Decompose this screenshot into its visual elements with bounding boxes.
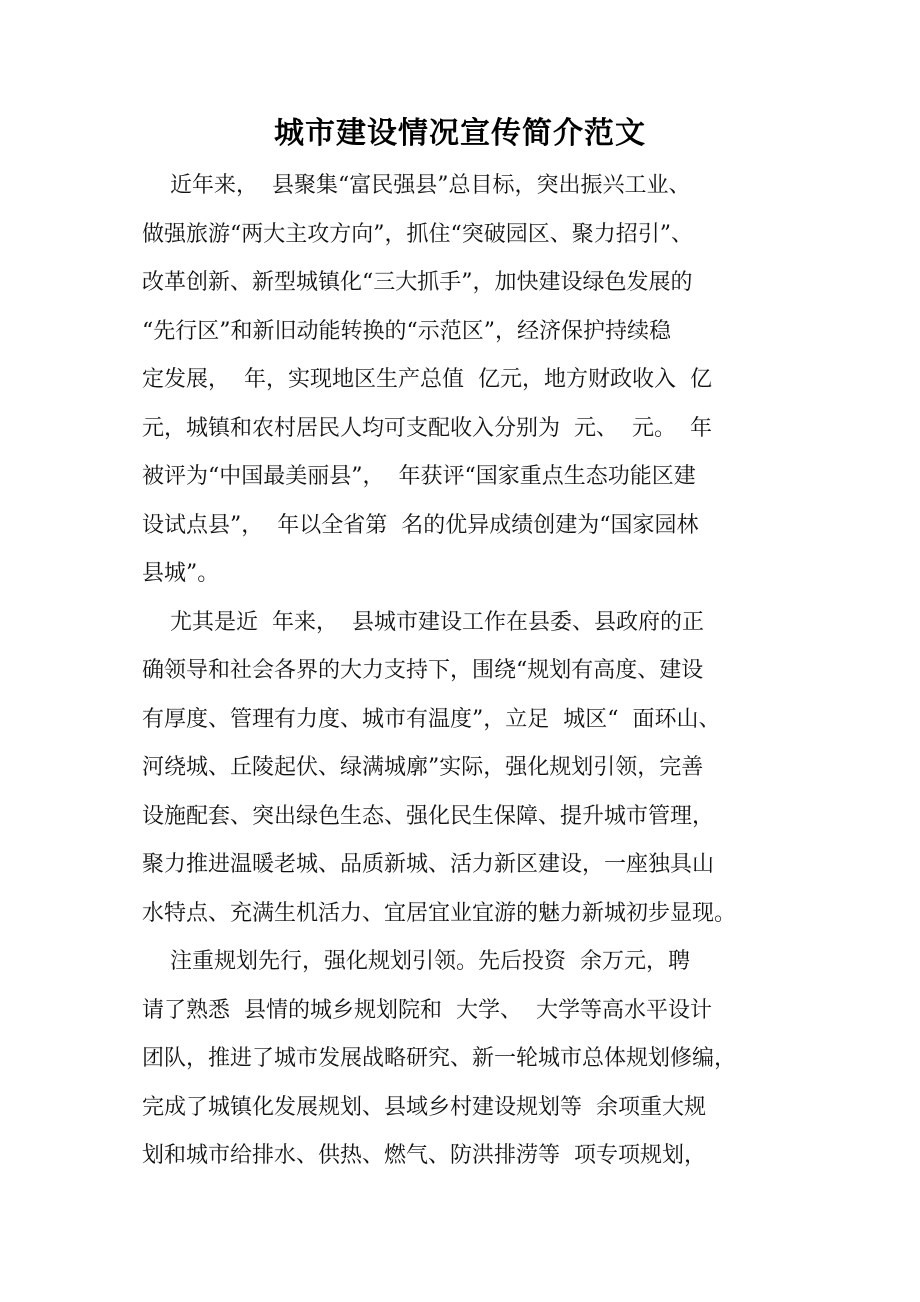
text-line: 划和城市给排水、供热、燃气、防洪排涝等 项专项规划， <box>142 1143 706 1168</box>
text-line: 注重规划先行，强化规划引领。先后投资 余万元，聘 <box>142 949 690 974</box>
document-body <box>142 162 802 1181</box>
text-line: 近年来， 县聚集“富民强县”总目标，突出振兴工业、 <box>142 173 691 198</box>
text-line: 聚力推进温暖老城、品质新城、活力新区建设，一座独具山 <box>142 852 715 877</box>
text-line: 团队，推进了城市发展战略研究、新一轮城市总体规划修编， <box>142 1046 737 1071</box>
text-line: 做强旅游“两大主攻方向”，抓住“突破园区、聚力招引”、 <box>142 221 693 247</box>
text-line: 请了熟悉 县情的城乡规划院和 大学、 大学等高水平设计 <box>142 997 712 1023</box>
document-title: 城市建设情况宣传简介范文 <box>274 116 646 151</box>
text-line: 改革创新、新型城镇化“三大抓手”，加快建设绿色发展的 <box>142 270 693 295</box>
text-line: 水特点、充满生机活力、宜居宜业宜游的魅力新城初步显现。 <box>142 900 737 926</box>
paragraph-3 <box>142 938 802 1181</box>
paragraph-1 <box>142 162 802 599</box>
text-line: 县城”。 <box>142 561 220 586</box>
text-line: “先行区”和新旧动能转换的“示范区”，经济保护持续稳 <box>142 318 671 344</box>
text-line: 尤其是近 年来， 县城市建设工作在县委、县政府的正 <box>142 609 704 635</box>
text-line: 被评为“中国最美丽县”， 年获评“国家重点生态功能区建 <box>142 464 696 489</box>
text-line: 元，城镇和农村居民人均可支配收入分别为 元、 元。 年 <box>142 415 712 441</box>
text-line: 完成了城镇化发展规划、县域乡村建设规划等 余项重大规 <box>142 1094 706 1120</box>
text-line: 有厚度、管理有力度、城市有温度”，立足 城区“ 面环山、 <box>142 706 721 732</box>
text-line: 设施配套、突出绿色生态、强化民生保障、提升城市管理， <box>142 803 715 829</box>
text-line: 设试点县”， 年以全省第 名的优异成绩创建为“国家园林 <box>142 512 699 538</box>
text-line: 确领导和社会各界的大力支持下，围绕“规划有高度、建设 <box>142 658 704 683</box>
text-line: 定发展， 年，实现地区生产总值 亿元，地方财政收入 亿 <box>142 367 712 392</box>
text-line: 河绕城、丘陵起伏、绿满城廓”实际，强化规划引领，完善 <box>142 755 704 780</box>
paragraph-2 <box>142 599 802 939</box>
